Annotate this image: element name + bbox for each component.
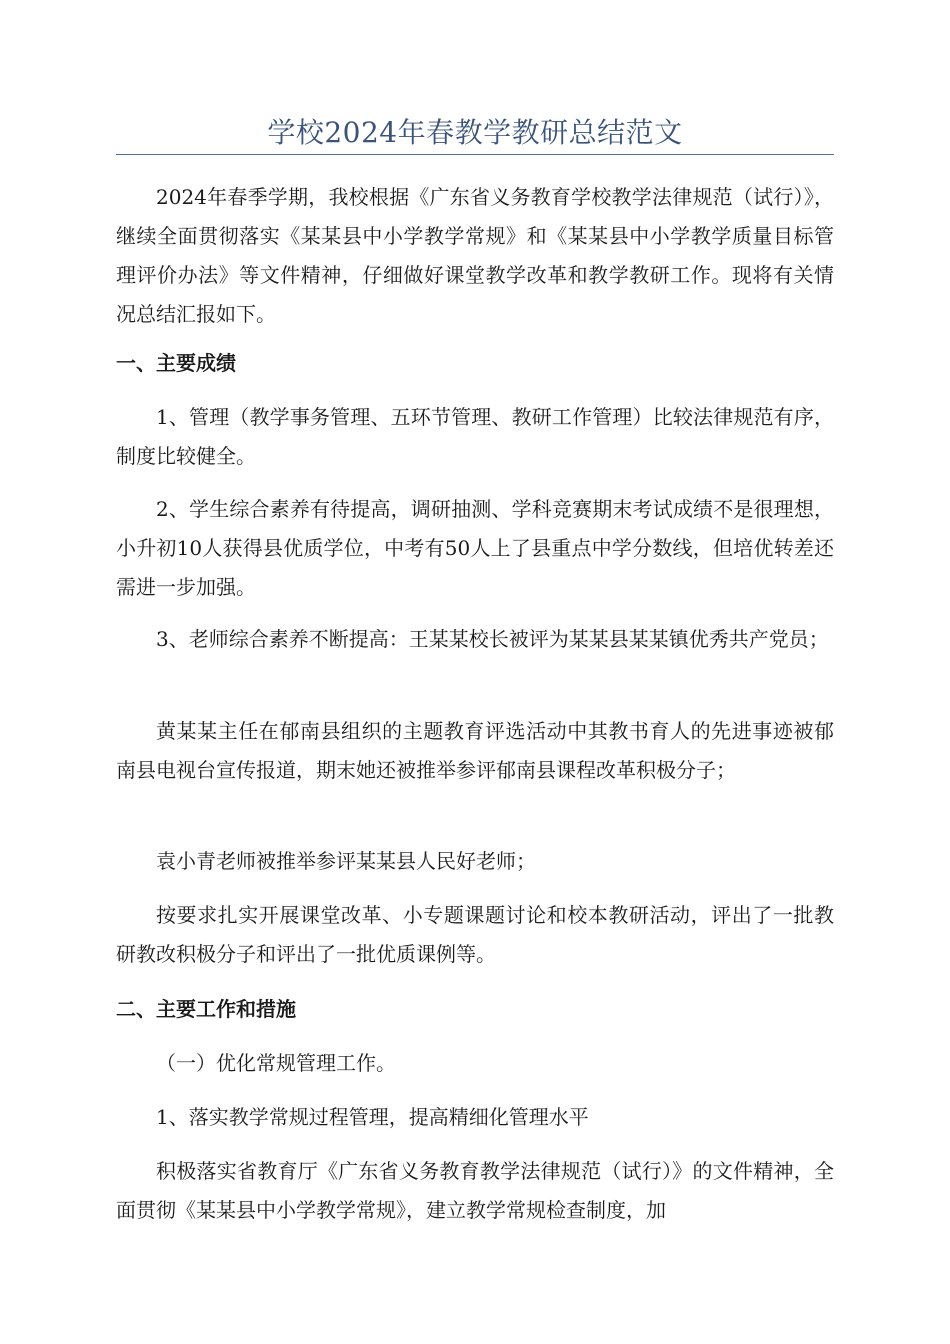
paragraph-optimize: （一）优化常规管理工作。 (156, 1051, 396, 1075)
paragraph-management: 1、管理（教学事务管理、五环节管理、教研工作管理）比较法律规范有序，制度比较健全。 (116, 405, 834, 468)
paragraph-routine: 1、落实教学常规过程管理，提高精细化管理水平 (156, 1105, 589, 1129)
paragraph-yuan: 袁小青老师被推举参评某某县人民好老师； (156, 849, 536, 873)
document-title: 学校2024年春教学教研总结范文 (267, 116, 683, 149)
paragraph-huang: 黄某某主任在郁南县组织的主题教育评选活动中其教书育人的先进事迹被郁南县电视台宣传报道，期末她还被推举参评郁南县课程改革积极分子； (116, 719, 834, 782)
paragraph-reform: 按要求扎实开展课堂改革、小专题课题讨论和校本教研活动，评出了一批教研教改积极分子和评出了一批优质课例等。 (116, 903, 834, 966)
paragraph-students: 2、学生综合素养有待提高，调研抽测、学科竞赛期末考试成绩不是很理想，小升初10人获得县优质学位，中考有50人上了县重点中学分数线，但培优转差还需进一步加强。 (116, 497, 834, 599)
paragraph-teachers: 3、老师综合素养不断提高：王某某校长被评为某某县某某镇优秀共产党员； (156, 627, 829, 651)
paragraph-implement: 积极落实省教育厅《广东省义务教育教学法律规范（试行）》的文件精神，全面贯彻《某某县中小学教学常规》，建立教学常规检查制度，加 (116, 1159, 834, 1222)
section-heading-achievements: 一、主要成绩 (116, 351, 236, 375)
section-heading-measures: 二、主要工作和措施 (116, 997, 296, 1021)
title-underline (116, 154, 834, 155)
intro-paragraph: 2024年春季学期，我校根据《广东省义务教育学校教学法律规范（试行）》，继续全面贯彻落实《某某县中小学教学常规》和《某某县中小学教学质量目标管理评价办法》等文件精神，仔细做好课堂教学改革和教学教研工作。现将有关情况总结汇报如下。 (116, 185, 834, 326)
